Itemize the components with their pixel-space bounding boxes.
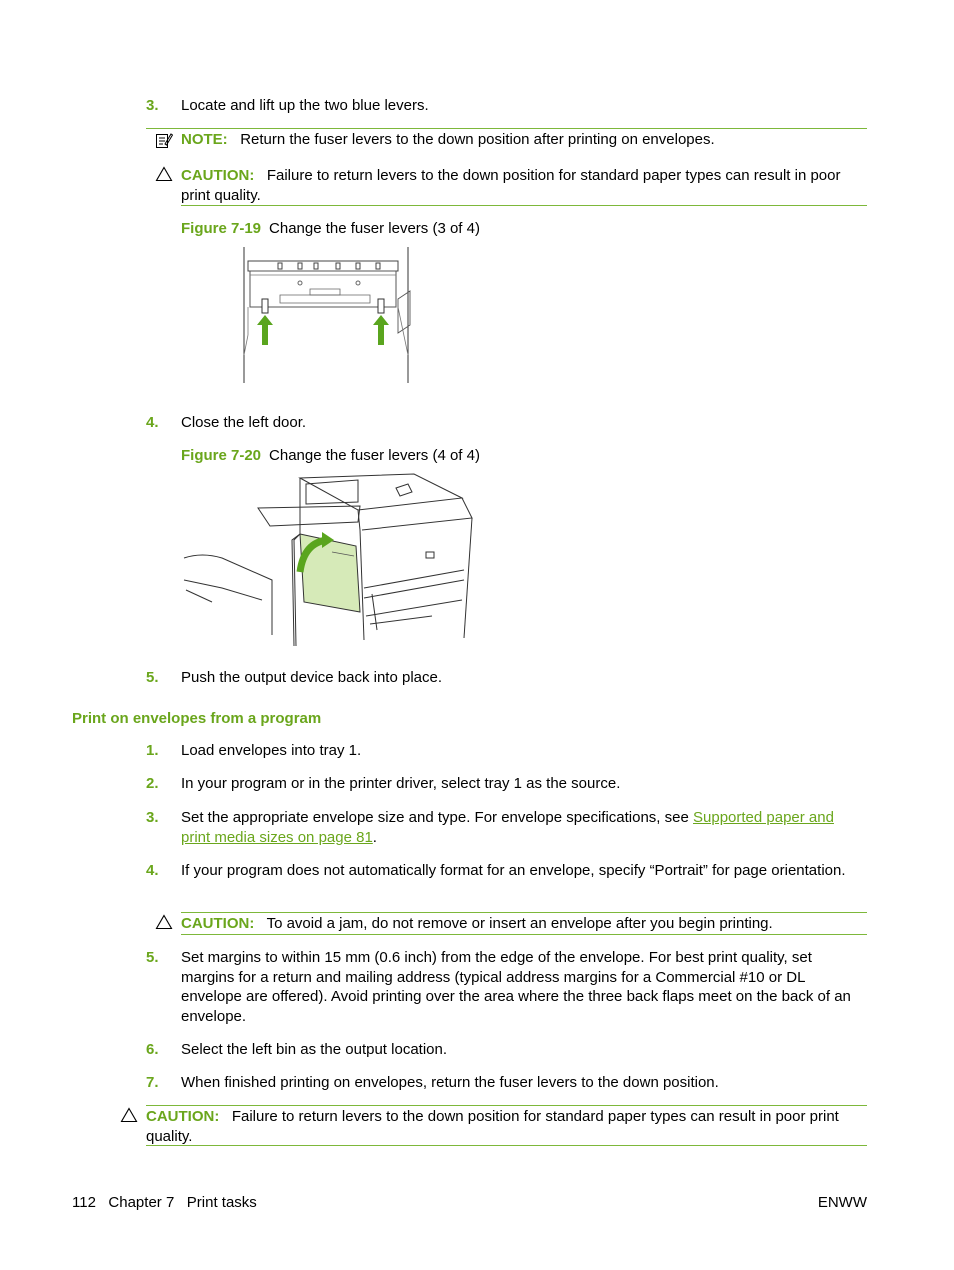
step-text: When finished printing on envelopes, return the fuser levers to the down position.	[181, 1074, 719, 1091]
section-heading: Print on envelopes from a program	[72, 710, 322, 727]
caution-bottom-rule	[181, 205, 867, 206]
caution-icon	[120, 1107, 138, 1123]
caution-text: Failure to return levers to the down position for standard paper types can result in poor print quality.	[146, 1108, 839, 1145]
step-text: If your program does not automatically format for an envelope, specify “Portrait” for page orientation.	[181, 862, 846, 879]
step-number: 5.	[146, 949, 159, 966]
caution-icon	[155, 166, 173, 182]
step-text: In your program or in the printer driver, select tray 1 as the source.	[181, 775, 621, 792]
step-number: 3.	[146, 97, 159, 114]
note-text: Return the fuser levers to the down position after printing on envelopes.	[240, 131, 715, 148]
figure-caption	[181, 446, 480, 466]
caution	[181, 914, 867, 934]
step-text-after-link: .	[372, 828, 377, 846]
fuser-levers-illustration	[240, 245, 415, 385]
step-text: Set margins to within 15 mm (0.6 inch) from the edge of the envelope. For best print quality, set margins for a return and mailing address (typical address margins for a Commercial #10 or DL envelope are offered). Avoid printing over the area where the three back flaps meet on the back of an envelope.	[181, 949, 851, 1025]
figure-caption-text: Change the fuser levers (3 of 4)	[269, 220, 480, 237]
figure-caption-text: Change the fuser levers (4 of 4)	[269, 447, 480, 464]
note-icon	[155, 131, 173, 149]
footer-left: 112 Chapter 7 Print tasks	[72, 1194, 257, 1211]
caution-icon	[155, 914, 173, 930]
step-text: Load envelopes into tray 1.	[181, 742, 362, 759]
caution-top-rule	[181, 912, 867, 913]
step-number: 4.	[146, 414, 159, 431]
caution-top-rule	[146, 1105, 867, 1106]
step-text: Push the output device back into place.	[181, 669, 443, 686]
figure-caption	[181, 219, 480, 239]
note-label: NOTE:	[181, 131, 228, 148]
caution-text: To avoid a jam, do not remove or insert an envelope after you begin printing.	[266, 915, 773, 932]
caution-bottom-rule	[181, 934, 867, 935]
caution	[146, 1107, 867, 1146]
caution-label: CAUTION:	[146, 1108, 220, 1125]
step-text: Locate and lift up the two blue levers.	[181, 97, 429, 114]
step-text: Select the left bin as the output location.	[181, 1041, 448, 1058]
step-text	[181, 808, 867, 847]
figure-label: Figure 7-20	[181, 447, 262, 464]
caution-label: CAUTION:	[181, 167, 255, 184]
step-number: 3.	[146, 809, 159, 826]
figure-label: Figure 7-19	[181, 220, 262, 237]
step-number: 2.	[146, 775, 159, 792]
note	[181, 130, 867, 150]
footer-right: ENWW	[817, 1194, 867, 1211]
step-text: Close the left door.	[181, 414, 307, 431]
step-number: 6.	[146, 1041, 159, 1058]
step-number: 5.	[146, 669, 159, 686]
caution-label: CAUTION:	[181, 915, 255, 932]
step-text-before-link: Set the appropriate envelope size and type. For envelope specifications, see	[181, 809, 693, 826]
note-top-rule	[146, 128, 867, 129]
supported-paper-link[interactable]: Supported paper and print media sizes on page 81	[181, 809, 834, 846]
step-number: 1.	[146, 742, 159, 759]
caution	[181, 166, 867, 205]
step-number: 4.	[146, 862, 159, 879]
printer-close-door-illustration	[182, 470, 477, 650]
step-number: 7.	[146, 1074, 159, 1091]
caution-text: Failure to return levers to the down position for standard paper types can result in poor print quality.	[181, 167, 841, 204]
caution-bottom-rule	[146, 1145, 867, 1146]
